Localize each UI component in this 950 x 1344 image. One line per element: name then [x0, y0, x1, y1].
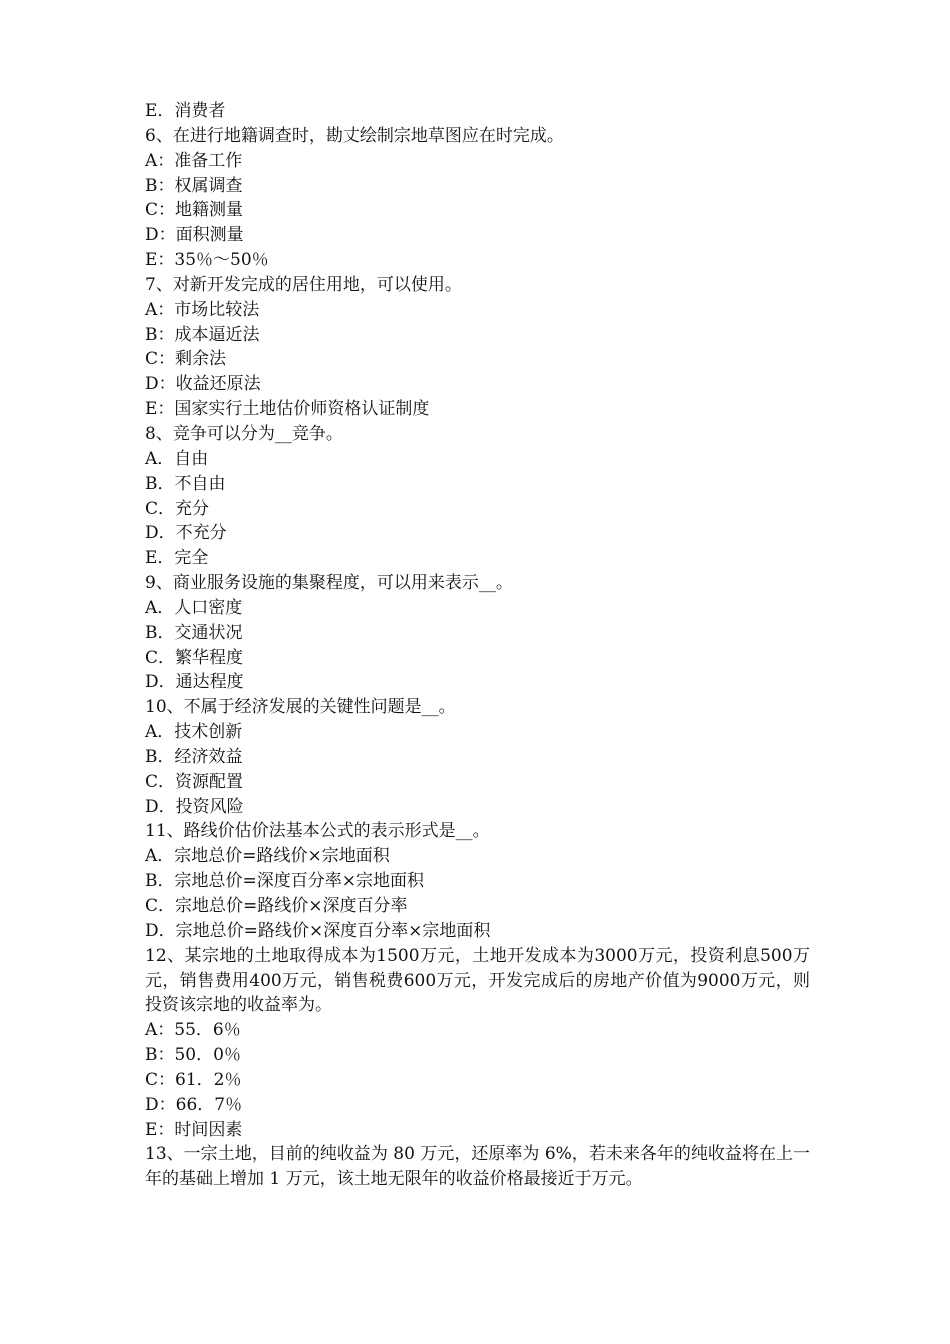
- document-page: [145, 99, 810, 1192]
- option-a: A．人口密度: [145, 597, 243, 618]
- option-a: A．宗地总价=路线价×宗地面积: [145, 846, 390, 867]
- option-c: C．繁华程度: [145, 647, 244, 668]
- option-b: B．交通状况: [145, 622, 243, 643]
- option-c: C．宗地总价=路线价×深度百分率: [145, 896, 408, 916]
- question-12: 12、某宗地的土地取得成本为1500万元，土地开发成本为3000万元，投资利息500万元，销售费用400万元，销售税费600万元，开发完成后的房地产价值为9000万元，则投资该宗地的收益率为。: [145, 945, 810, 1016]
- option-b: B：权属调查: [145, 175, 243, 196]
- option-d: D：收益还原法: [145, 374, 261, 395]
- option-b: B：50．0％: [145, 1045, 241, 1066]
- option-a: A：准备工作: [145, 150, 243, 171]
- option-c: C：61．2％: [145, 1069, 242, 1090]
- question-7: 7、对新开发完成的居住用地，可以使用。: [145, 274, 462, 295]
- question-9: 9、商业服务设施的集聚程度，可以用来表示__。: [145, 573, 513, 594]
- option-c: C．充分: [145, 498, 210, 519]
- option-a: A：市场比较法: [145, 299, 260, 320]
- question-10: 10、不属于经济发展的关键性问题是__。: [145, 697, 456, 718]
- option-c: C：地籍测量: [145, 200, 244, 221]
- option-c: C．资源配置: [145, 771, 244, 792]
- option-d: D．通达程度: [145, 672, 244, 693]
- question-6: 6、在进行地籍调查时，勘丈绘制宗地草图应在时完成。: [145, 125, 564, 146]
- option-c: C：剩余法: [145, 349, 227, 370]
- option-d: D．宗地总价=路线价×深度百分率×宗地面积: [145, 920, 491, 941]
- question-8: 8、竞争可以分为__竞争。: [145, 423, 343, 444]
- option-e: E：时间因素: [145, 1119, 243, 1140]
- question-13: 13、一宗土地，目前的纯收益为 80 万元，还原率为 6%，若未来各年的纯收益将在上一年的基础上增加 1 万元，该土地无限年的收益价格最接近于万元。: [145, 1144, 810, 1190]
- option-b: B．不自由: [145, 473, 226, 494]
- option-e: E．完全: [145, 548, 209, 569]
- option-a: A．自由: [145, 448, 209, 469]
- option-e: E：国家实行土地估价师资格认证制度: [145, 399, 430, 420]
- option-b: B：成本逼近法: [145, 324, 260, 345]
- option-e: E：35％～50％: [145, 250, 269, 271]
- option-b: B．经济效益: [145, 746, 243, 767]
- option-d: D：66．7％: [145, 1094, 243, 1115]
- question-11: 11、路线价估价法基本公式的表示形式是__。: [145, 821, 490, 842]
- option-d: D．投资风险: [145, 796, 244, 817]
- option-a: A．技术创新: [145, 722, 243, 743]
- option-b: B．宗地总价=深度百分率×宗地面积: [145, 871, 424, 892]
- option-d: D：面积测量: [145, 225, 244, 246]
- option-a: A：55．6％: [145, 1020, 241, 1041]
- option-d: D．不充分: [145, 523, 227, 544]
- option-e: E．消费者: [145, 101, 226, 121]
